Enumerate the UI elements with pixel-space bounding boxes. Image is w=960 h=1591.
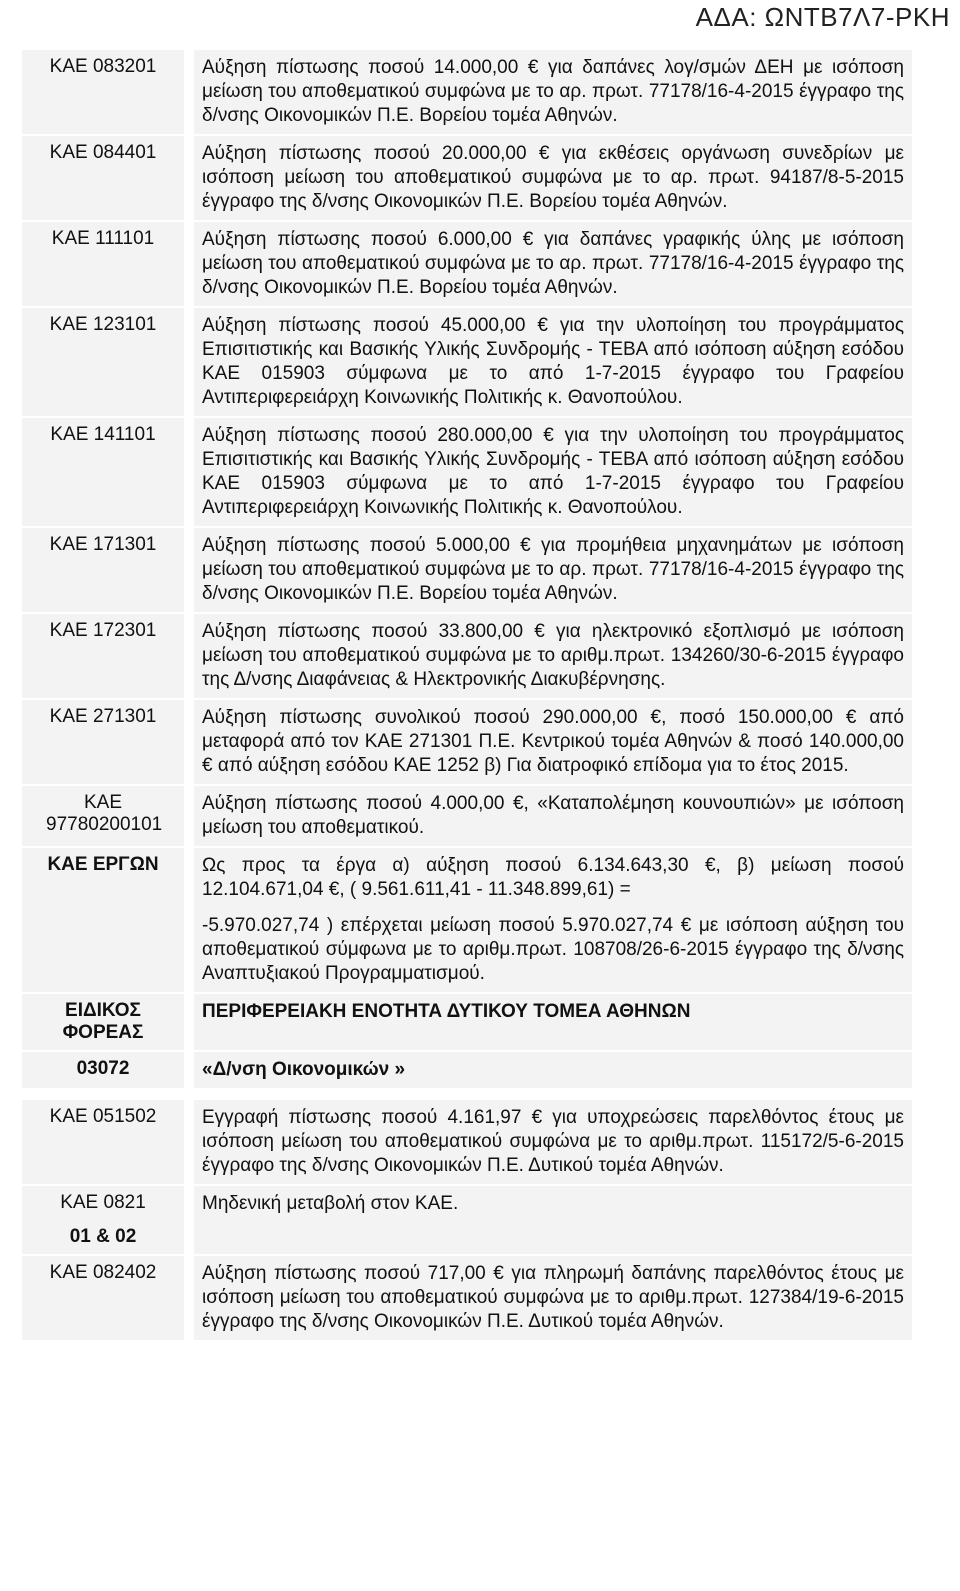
kae-code: ΚΑΕ 271301 (22, 700, 184, 786)
kae-code: ΚΑΕ 084401 (22, 136, 184, 222)
table-row-foreas (22, 994, 912, 1052)
kae-code: ΚΑΕ 082402 (22, 1256, 184, 1342)
erga-text-1: Ως προς τα έργα α) αύξηση ποσού 6.134.643,30 €, β) μείωση ποσού 12.104.671,04 €, ( 9.561.611,41 - 11.348.899,61) = (202, 855, 904, 900)
foreas-title: ΠΕΡΙΦΕΡΕΙΑΚΗ ΕΝΟΤΗΤΑ ΔΥΤΙΚΟΥ ΤΟΜΕΑ ΑΘΗΝΩΝ (194, 994, 912, 1052)
table-row (22, 700, 912, 786)
foreas-code: ΕΙΔΙΚΟΣ ΦΟΡΕΑΣ (22, 994, 184, 1052)
kae-0821-code-line1: ΚΑΕ 0821 (60, 1192, 146, 1213)
dnsi-title: «Δ/νση Οικονομικών » (194, 1052, 912, 1090)
budget-table (22, 50, 912, 1342)
kae-code: ΚΑΕ 123101 (22, 308, 184, 418)
table-row (22, 222, 912, 308)
kae-description: Αύξηση πίστωσης ποσού 45.000,00 € για την υλοποίηση του προγράμματος Επισιτιστικής και Βασικής Υλικής Συνδρομής - ΤΕΒΑ από ισόποση αύξηση εσόδου ΚΑΕ 015903 σύμφωνα με το από 1-7-2015 έγγραφο του Γραφείου Αντιπεριφερειάρχη Κοινωνικής Πολιτικής κ. Θανοπούλου. (194, 308, 912, 418)
kae-code: ΚΑΕ 111101 (22, 222, 184, 308)
kae-description: Αύξηση πίστωσης ποσού 33.800,00 € για ηλεκτρονικό εξοπλισμό με ισόποση μείωση του αποθεματικού συμφώνα με το αριθμ.πρωτ. 134260/30-6-2015 έγγραφο της Δ/νσης Διαφάνειας & Ηλεκτρονικής Διακυβέρνησης. (194, 614, 912, 700)
table-row (22, 308, 912, 418)
kae-erga-description (194, 848, 912, 994)
kae-code: ΚΑΕ 083201 (22, 50, 184, 136)
table-row (22, 1100, 912, 1186)
kae-description: Αύξηση πίστωσης ποσού 6.000,00 € για δαπάνες γραφικής ύλης με ισόποση μείωση του αποθεματικού συμφώνα με το αρ. πρωτ. 77178/16-4-2015 έγγραφο της δ/νσης Οικονομικών Π.Ε. Βορείου τομέα Αθηνών. (194, 222, 912, 308)
kae-code: ΚΑΕ 172301 (22, 614, 184, 700)
table-row-erga (22, 848, 912, 994)
kae-description: Αύξηση πίστωσης ποσού 717,00 € για πληρωμή δαπάνης παρελθόντος έτους με ισόποση μείωση του αποθεματικού συμφώνα με το αριθμ.πρωτ. 127384/19-6-2015 έγγραφο της δ/νσης Οικονομικών Π.Ε. Δυτικού τομέα Αθηνών. (194, 1256, 912, 1342)
ada-code: ΑΔΑ: ΩΝΤΒ7Λ7-ΡΚΗ (695, 2, 950, 32)
kae-description: Αύξηση πίστωσης ποσού 280.000,00 € για την υλοποίηση του προγράμματος Επισιτιστικής και Βασικής Υλικής Συνδρομής - ΤΕΒΑ από ισόποση αύξηση εσόδου ΚΑΕ 015903 σύμφωνα με το από 1-7-2015 έγγραφο του Γραφείου Αντιπεριφερειάρχη Κοινωνικής Πολιτικής κ. Θανοπούλου. (194, 418, 912, 528)
kae-0821-code (22, 1186, 184, 1256)
kae-description: Αύξηση πίστωσης ποσού 20.000,00 € για εκθέσεις οργάνωση συνεδρίων με ισόποση μείωση του αποθεματικού συμφώνα με το αρ. πρωτ. 94187/8-5-2015 έγγραφο της δ/νσης Οικονομικών Π.Ε. Βορείου τομέα Αθηνών. (194, 136, 912, 222)
kae-description: Εγγραφή πίστωσης ποσού 4.161,97 € για υποχρεώσεις παρελθόντος έτους με ισόποση μείωση του αποθεματικού συμφώνα με το αριθμ.πρωτ. 115172/5-6-2015 έγγραφο της δ/νσης Οικονομικών Π.Ε. Δυτικού τομέα Αθηνών. (194, 1100, 912, 1186)
erga-text-2: -5.970.027,74 ) επέρχεται μείωση ποσού 5.970.027,74 € με ισόποση αύξηση του αποθεματικού σύμφωνα με το αριθμ.πρωτ. 108708/26-6-2015 έγγραφο της δ/νσης Αναπτυξιακού Προγραμματισμού. (202, 915, 904, 984)
table-row (22, 418, 912, 528)
table-row (22, 614, 912, 700)
table-row (22, 528, 912, 614)
table-row (22, 1186, 912, 1256)
kae-description: Αύξηση πίστωσης ποσού 5.000,00 € για προμήθεια μηχανημάτων με ισόποση μείωση του αποθεματικού συμφώνα με το αρ. πρωτ. 77178/16-4-2015 έγγραφο της δ/νσης Οικονομικών Π.Ε. Βορείου τομέα Αθηνών. (194, 528, 912, 614)
kae-description: Αύξηση πίστωσης ποσού 14.000,00 € για δαπάνες λογ/σμών ΔΕΗ με ισόποση μείωση του αποθεματικού συμφώνα με το αρ. πρωτ. 77178/16-4-2015 έγγραφο της δ/νσης Οικονομικών Π.Ε. Βορείου τομέα Αθηνών. (194, 50, 912, 136)
table-row (22, 786, 912, 848)
table-row (22, 136, 912, 222)
kae-0821-description: Μηδενική μεταβολή στον ΚΑΕ. (194, 1186, 912, 1256)
table-row (22, 50, 912, 136)
table-row (22, 1256, 912, 1342)
kae-code: ΚΑΕ 171301 (22, 528, 184, 614)
kae-description: Αύξηση πίστωσης ποσού 4.000,00 €, «Καταπολέμηση κουνουπιών» με ισόποση μείωση του αποθεματικού. (194, 786, 912, 848)
kae-description: Αύξηση πίστωσης συνολικού ποσού 290.000,00 €, ποσό 150.000,00 € από μεταφορά από τον ΚΑΕ 271301 Π.Ε. Κεντρικού τομέα Αθηνών & ποσό 140.000,00 € από αύξηση εσόδου ΚΑΕ 1252 β) Για διατροφικό επίδομα για το έτος 2015. (194, 700, 912, 786)
kae-code: ΚΑΕ 051502 (22, 1100, 184, 1186)
dnsi-code: 03072 (22, 1052, 184, 1090)
kae-erga-code: ΚΑΕ ΕΡΓΩΝ (22, 848, 184, 994)
table-row-dnsi (22, 1052, 912, 1090)
kae-code: ΚΑΕ 97780200101 (22, 786, 184, 848)
kae-code: ΚΑΕ 141101 (22, 418, 184, 528)
kae-0821-code-line2: 01 & 02 (69, 1226, 137, 1247)
